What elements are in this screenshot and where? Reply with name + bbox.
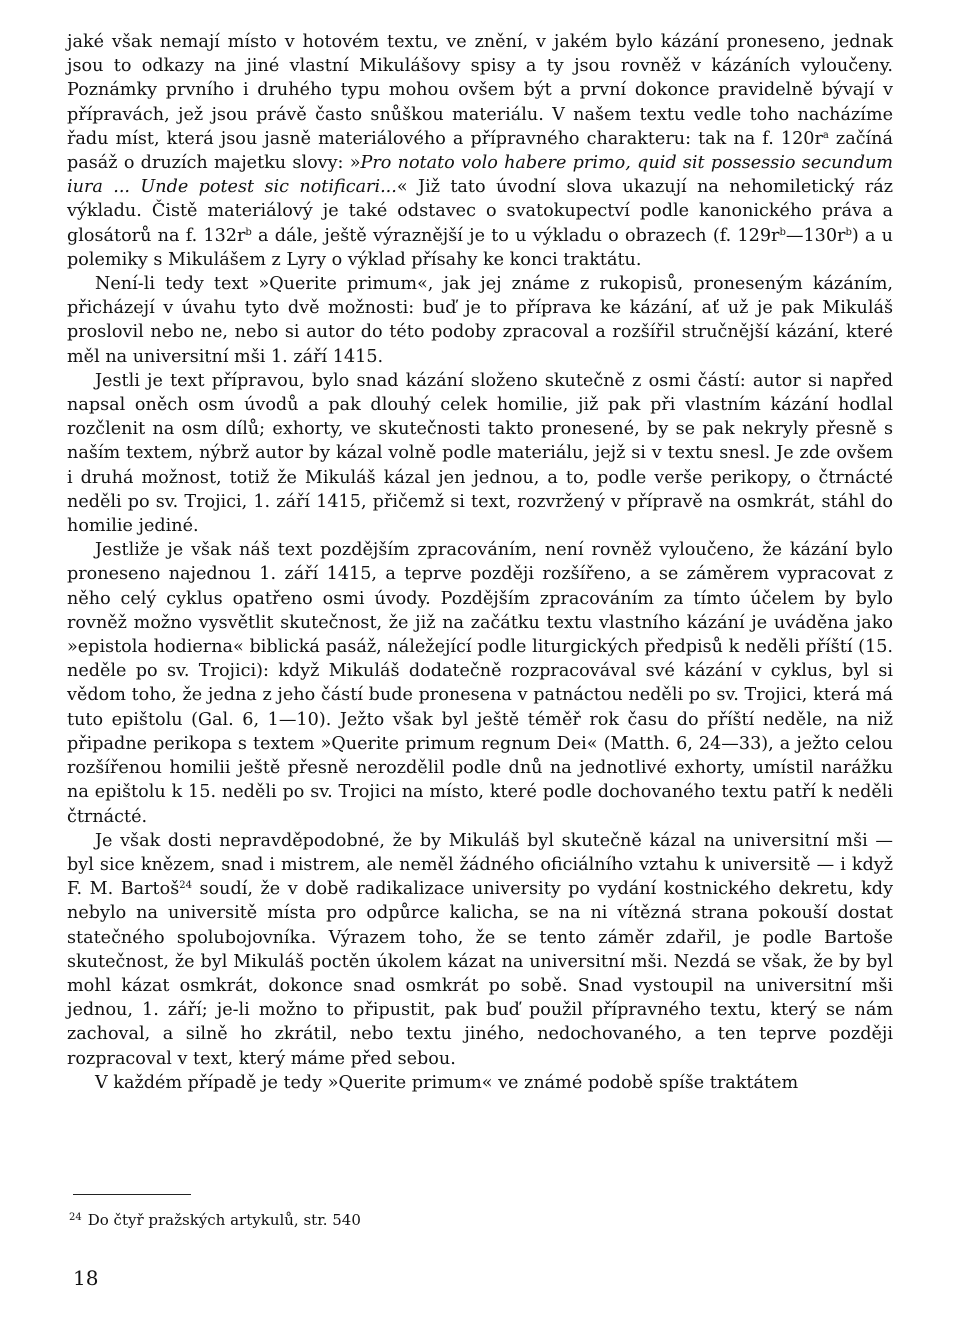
main-text xyxy=(67,30,893,1095)
superscript: b xyxy=(845,226,852,238)
paragraph: V každém případě je tedy »Querite primum« ve známé podobě spíše traktátem xyxy=(95,1072,799,1093)
superscript: b xyxy=(245,226,252,238)
paragraph: jaké však nemají místo v hotovém textu, ve znění, v jakém bylo kázání proneseno, jednak jsou to odkazy na jiné vlastní Mikulášovy spisy a ty jsou rovněž v kázáních vyloučeny. Poznámky prvního i druhého typu mohou ovšem být a první dokonce pravidelně bývají v přípravách, jež jsou právě často snůškou materiálu. V našem textu vedle toho nacházíme řadu míst, která jsou jasně materiálového a přípravného charakteru: tak na f. $120r^a$ začíná pasáž o druzích majetku slovy: »Pro notato volo habere primo, quid sit possessio secundum iura ... Unde potest sic notificari...« Již tato úvodní slova ukazují na nehomiletický ráz výkladu. Čistě materiálový je také odstavec o svatokupectví podle kanonického práva a glosátorů na f. $132r^b$ a dále, ještě výraznější je to u výkladu o obrazech (f. $129r^b—130r^b$) a u polemiky s Mikulášem z Lyry o výklad přísahy ke konci traktátu. xyxy=(67,32,893,270)
paragraph: Je však dosti nepravděpodobné, že by Mikuláš byl skutečně kázal na universitní mši — byl sice knězem, snad i mistrem, ale neměl žádného oficiálního vztahu k universitě — i když F. M. Bartoš$^{24}$ soudí, že v době radikalizace university po vydání kostnického dekretu, kdy nebylo na universitě místa pro odpůrce kalicha, se na ni vítězná strana pokouší dostat statečného spolubojovníka. Výrazem toho, že se tento záměr zdařil, je podle Bartoše skutečnost, že byl Mikuláš poctěn úkolem kázat na universitní mši. Nezdá se však, že by byl mohl kázat osmkrát, dokonce snad osmkrát po sobě. Snad vystoupil na universitní mši jednou, 1. září; je-li možno to připustit, pak buď použil přípravného textu, který se nám zachoval, a silně ho zkrátil, nebo textu jiného, nedochovaného, a ten teprve později rozpracoval v text, který máme před sebou. xyxy=(67,830,894,1069)
superscript: b xyxy=(779,226,786,238)
footnote xyxy=(69,1208,361,1230)
paragraph: Jestliže je však náš text pozdějším zpracováním, není rovněž vyloučeno, že kázání bylo proneseno najednou 1. září 1415, a teprve později rozšířeno, a se záměrem vypracovat z něho celý cyklus opatřeno osmi úvody. Pozdějším zpracováním za tímto účelem by bylo rovněž možno vysvětlit skutečnost, že již na začátku textu vlastního kázání je uváděna jako »epistola hodierna« biblická pasáž, náležející podle liturgických předpisů k neděli příští (15. neděle po sv. Trojici): když Mikuláš dodatečně rozpracovával své kázání v cyklus, byl si vědom toho, že jedna z jeho částí bude pronesena v patnáctou neděli po sv. Trojici, která má tuto epištolu (Gal. 6, 1—10). Ježto však byl ještě téměř rok času do příští neděle, na niž připadne perikopa s textem »Querite primum regnum Dei« (Matth. 6, 24—33), a ježto celou rozšířenou homilii ještě přesně nerozdělil podle dnů na jednotlivé exhorty, umístil narážku na epištolu k 15. neděli po sv. Trojici na místo, které podle dochovaného textu patří k neděli čtrnácté. xyxy=(67,540,893,827)
paragraph: Není-li tedy text »Querite primum«, jak jej známe z rukopisů, proneseným kázáním, přicházejí v úvahu tyto dvě možnosti: buď je to příprava ke kázání, ať už je pak Mikuláš proslovil nebo ne, nebo si autor do této podoby zpracoval a rozšířil stručnější kázání, které měl na universitní mši 1. září 1415. xyxy=(67,274,893,367)
superscript: a xyxy=(822,129,829,141)
paragraph: Jestli je text přípravou, bylo snad kázání složeno skutečně z osmi částí: autor si napřed napsal oněch osm úvodů a pak dlouhý celek homilie, již pak při vlastním kázání hodlal rozčlenit na osm dílů; exhorty, ve skutečnosti takto pronesené, by se pak nekryly přesně s naším textem, nýbrž autor by kázal volně podle materiálu, jejž si v textu snesl. Je zde ovšem i druhá možnost, totiž že Mikuláš kázal jen jednou, a to, podle verše perikopy, o čtrnácté neděli po sv. Trojici, 1. září 1415, přičemž si text, rozvržený v přípravě na osmkrát, stáhl do homilie jediné. xyxy=(67,370,893,537)
footnote-reference[interactable]: 24 xyxy=(179,880,192,892)
page-number: 18 xyxy=(73,1266,99,1290)
latin-quote: Pro notato volo habere primo, quid sit possessio secundum iura ... Unde potest sic notificari... xyxy=(67,153,893,198)
footnote-divider xyxy=(73,1194,191,1195)
footnote-mark: 24 xyxy=(69,1212,82,1223)
footnote-text: Do čtyř pražských artykulů, str. 540 xyxy=(87,1211,361,1229)
